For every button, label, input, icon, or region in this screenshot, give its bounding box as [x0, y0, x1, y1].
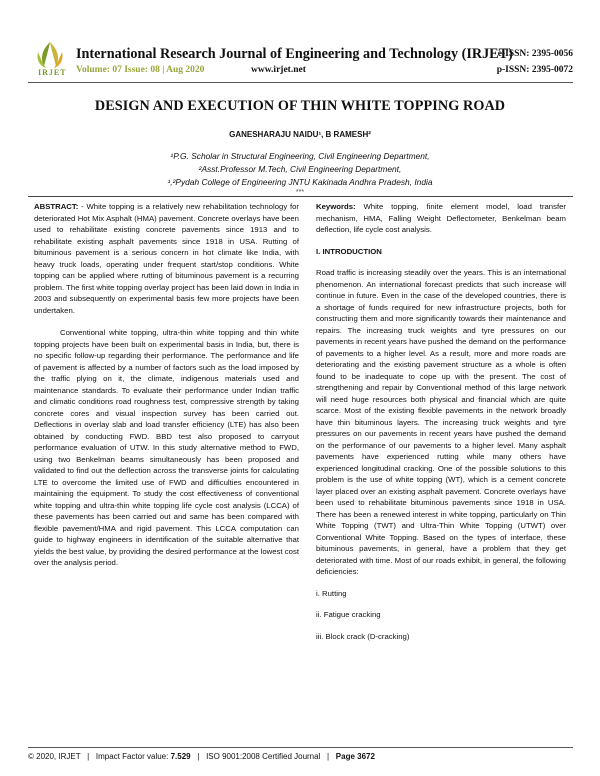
irjet-logo-icon — [32, 40, 68, 84]
affiliation-3: ¹,²Pydah College of Engineering JNTU Kakinada Andhra Pradesh, India — [167, 177, 433, 187]
paper-title: DESIGN AND EXECUTION OF THIN WHITE TOPPING ROAD — [94, 98, 506, 114]
affiliation-1: ¹P.G. Scholar in Structural Engineering, Civil Engineering Department, — [170, 151, 430, 161]
keywords-label: Keywords: — [316, 202, 356, 211]
page-footer: © 2020, IRJET | Impact Factor value: 7.529 | ISO 9001:2008 Certified Journal | Page 3672 — [28, 752, 375, 761]
volume-issue: Volume: 07 Issue: 08 | Aug 2020 — [76, 65, 205, 75]
abstract-paragraph — [34, 201, 299, 316]
affiliation-2: ²Asst.Professor M.Tech, Civil Engineering Department, — [198, 164, 402, 174]
list-item: i. Rutting — [316, 588, 347, 598]
journal-website-link[interactable]: www.irjet.net — [251, 65, 306, 75]
footer-iso: ISO 9001:2008 Certified Journal — [206, 752, 321, 761]
abstract-label: ABSTRACT: — [34, 202, 79, 211]
journal-title: International Research Journal of Engineering and Technology (IRJET) — [76, 46, 513, 62]
logo-text: IRJET — [38, 68, 67, 77]
keywords-paragraph — [316, 201, 566, 236]
e-issn: e-ISSN: 2395-0056 — [497, 49, 573, 59]
paper-authors: GANESHARAJU NAIDU¹, B RAMESH² — [229, 130, 371, 139]
footer-divider — [28, 747, 573, 748]
footer-copyright: © 2020, IRJET — [28, 752, 81, 761]
footer-impact-label: Impact Factor value: — [95, 752, 169, 761]
header-divider — [28, 82, 573, 83]
list-item: ii. Fatigue cracking — [316, 610, 381, 619]
left-column — [34, 201, 299, 569]
abstract-paragraph-2: Conventional white topping, ultra-thin white topping and thin white topping projects have been built on experimental basis in India, but, there is no specific follow-up regarding their performance. The performance and life of pavement is affected by a number of factors such as the load imposed by the traffic plying on it, the climate, indigenous materials used and maintenance standards. To evaluate their performance under Indian traffic and climatic conditions road roughness test, compressive strength by taking concrete cores and visual inspection survey has been carried out. Deflections in overlay slab and load transfer efficiency (LTE) has also been obtained by conducting FWD. BBD test also proposed to carryout performance evaluation of UTW. In this study alternative method to FWD, using two Benkelman beams simultaneously has been proposed and validated to find out the deflection across the transverse joints for calculating LTE to overcome the limited use of FWD and difficulties encountered in maintaining the equipment. To study the cost effectiveness of conventional white topping and ultra-thin white topping life cycle cost analysis (LCCA) of these pavements has been carried out and same has been compared with flexible pavement/HMA and rigid pavement. This LCCA computation can guide to highway engineers in identification of the suitable alternative that yields the best value, by providing the desired performance at the lowest cost over the analysis period. — [34, 328, 299, 567]
separator-stars: *** — [295, 189, 305, 196]
right-column — [316, 201, 566, 642]
journal-header — [28, 40, 573, 84]
intro-heading: I. INTRODUCTION — [316, 246, 382, 256]
abstract-text: - White topping is a relatively new rehabilitation technology for deteriorated Hot Mix Asphalt (HMA) pavement. Concrete overlays have been used to rehabilitate existing concrete pavements since 1913 and to rehabilitate existing asphalt pavements since 1918 in USA. Rutting of bituminous pavement is a serious concern in hot climate like India, with heavy truck loads, operating under frequent start/stop conditions. White topping can be applied where rutting of bituminous pavement is a recurring problem. The first white topping overlay project has been laid down in India in 2003 and subsequently on experimental basis few more projects have been undertaken. — [34, 202, 299, 315]
intro-paragraph: Road traffic is increasing steadily over the years. This is an international phenomenon. An international forecast predicts that such increase will continue in future. Even in the case of the developed countries, there is a shortage of funds required for new infrastructure projects, both for constructing them and more significantly towards their maintenance and repairs. The increasing truck weights and tyre pressures on our pavements in recent years have pushed the demand on the performance of pavements to a higher level. As a result, more and more roads are deteriorating and the existing pavement structure as a whole is often found to be inadequate to cope up with the present. The cost of strengthening and repair by Conventional method of this large network will need huge resources both physical and financial which are quite scarce. Most of the existing flexible pavements in the network broadly have thin bituminous layers. The increasing truck weights and tyre pressures on our pavements in recent years have pushed the demand on the performance of our pavements to a higher level. Many asphalt pavements have experienced rutting while many others have experienced longitudinal cracking. One of the possible solutions to this problem is the use of white topping (WT), which is a cement concrete layer placed over an existing asphalt pavement. Concrete overlays have been used to rehabilitate bituminous pavements since 1918 in USA. There has been a renewed interest in white topping, particularly on Thin White Topping (TWT) and Ultra-Thin White Topping (UTWT) over Conventional White Topping. Based on the types of interface, these bituminous pavements, in general, have a problem that they get deteriorated with time. Most of our roads exhibit, in general, the following deficiencies: — [316, 268, 566, 576]
p-issn: p-ISSN: 2395-0072 — [496, 65, 573, 75]
list-item: iii. Block crack (D-cracking) — [316, 631, 410, 641]
footer-impact-value: 7.529 — [170, 752, 191, 761]
footer-page-number: 3672 — [357, 752, 375, 761]
abstract-divider — [28, 196, 573, 197]
footer-page-label: Page — [335, 752, 355, 761]
keywords-text: White topping, finite element model, load transfer mechanism, HMA, Falling Weight Deflectometer, Benkelman beam deflection, life cycle cost analysis. — [316, 202, 566, 234]
